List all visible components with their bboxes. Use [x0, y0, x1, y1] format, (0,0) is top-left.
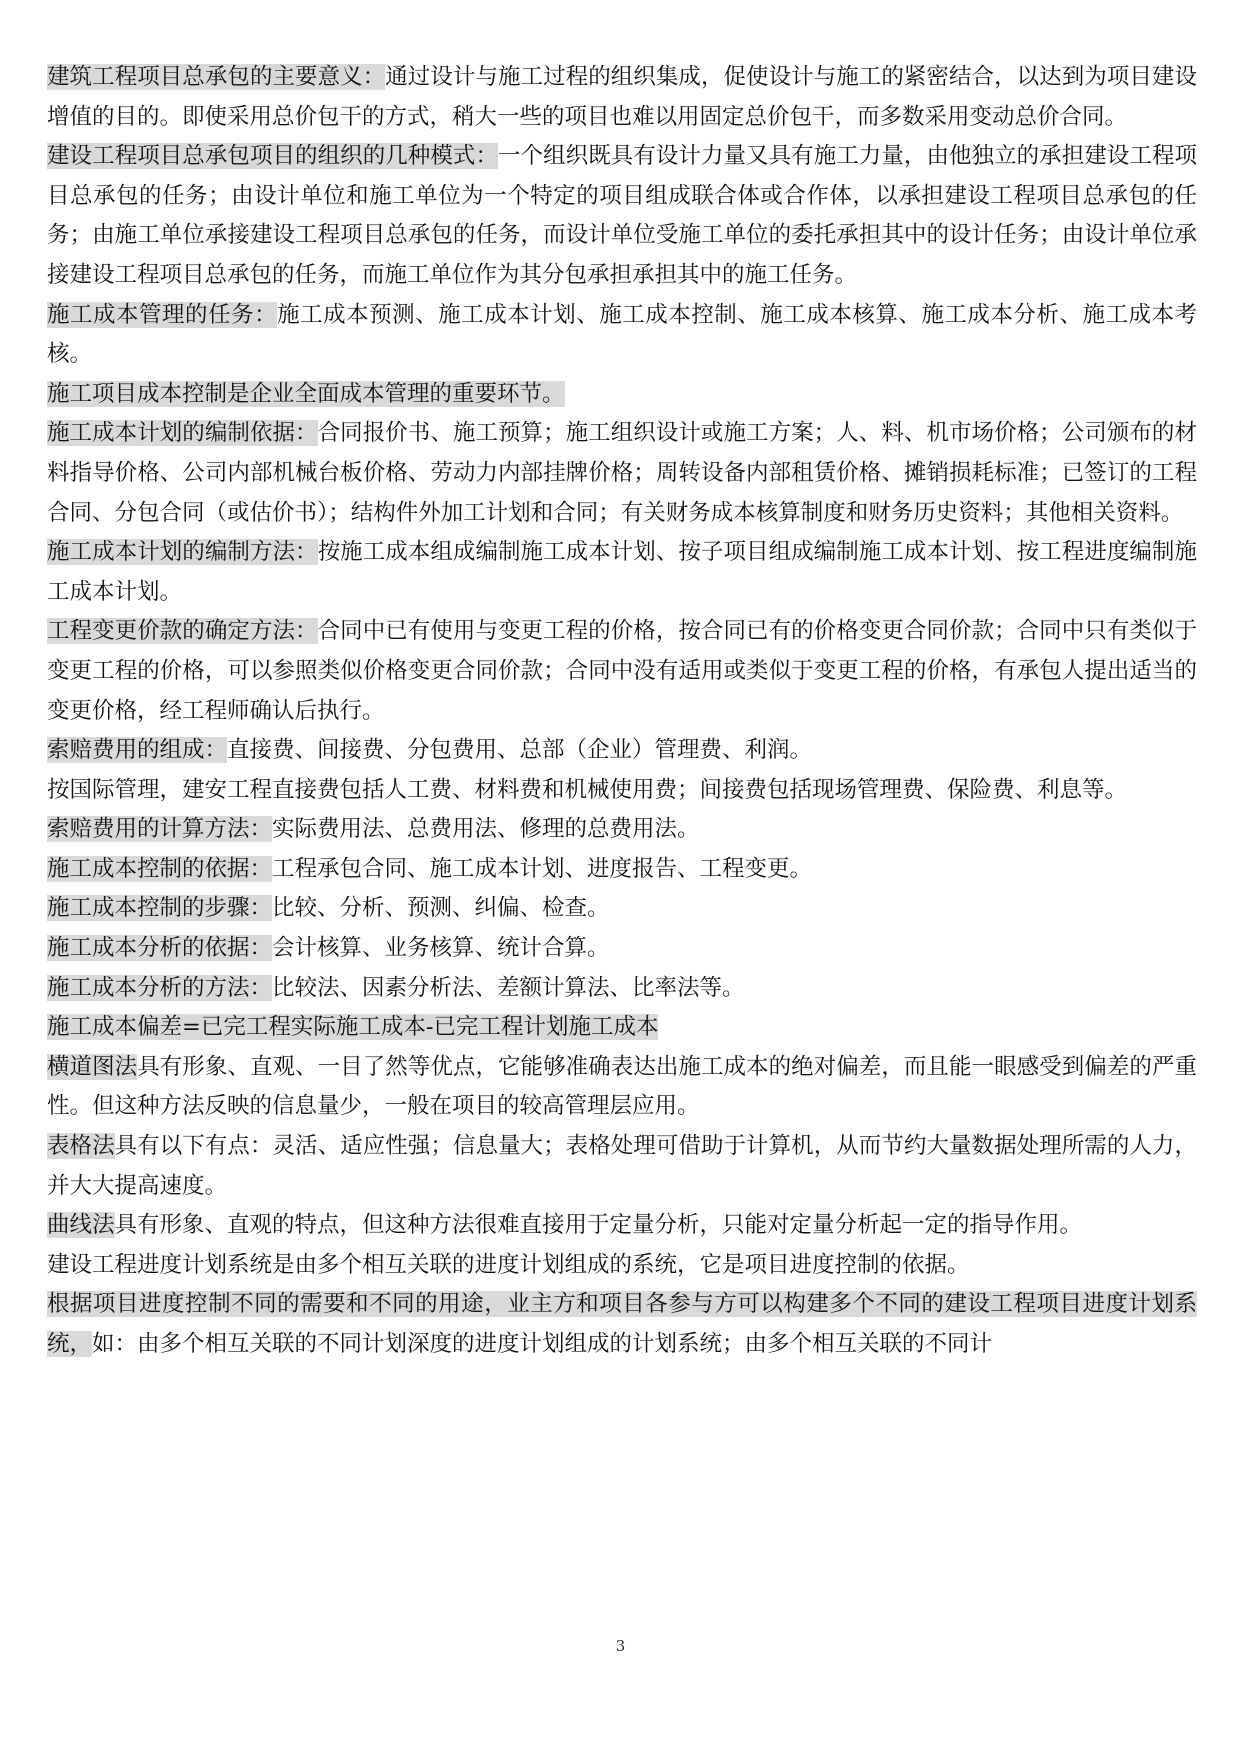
- paragraph: [47, 1048, 1197, 1127]
- page-number: 3: [615, 1637, 626, 1655]
- paragraph-text: 会计核算、业务核算、统计合算。: [272, 935, 610, 962]
- paragraph: [47, 889, 1197, 929]
- paragraph-heading: 索赔费用的组成：: [47, 737, 228, 764]
- paragraph: [47, 58, 1197, 137]
- paragraph-heading: 根据项目进度控制不同的需要和不同的用途，业主方和项目各参与方可以构建多个不同的建设工程项目进度计划系统，: [47, 1291, 1197, 1357]
- paragraph: [47, 1285, 1197, 1364]
- paragraph-heading: 施工成本分析的依据：: [47, 935, 273, 962]
- document-body: [47, 58, 1197, 1365]
- paragraph-text: 一个组织既具有设计力量又具有施工力量，由他独立的承担建设工程项目总承包的任务；由设计单位和施工单位为一个特定的项目组成联合体或合作体，以承担建设工程项目总承包的任务；由施工单位承接建设工程项目总承包的任务，而设计单位受施工单位的委托承担其中的设计任务；由设计单位承接建设工程项目总承包的任务，而施工单位作为其分包承担承担其中的施工任务。: [47, 143, 1197, 288]
- paragraph-heading: 施工成本偏差=已完工程实际施工成本-已完工程计划施工成本: [47, 1014, 659, 1041]
- paragraph: [47, 533, 1197, 612]
- paragraph: [47, 810, 1197, 850]
- paragraph-text: 按国际管理，建安工程直接费包括人工费、材料费和机械使用费；间接费包括现场管理费、保险费、利息等。: [47, 776, 1128, 803]
- paragraph-heading: 施工成本计划的编制方法：: [47, 539, 318, 566]
- paragraph-text: 直接费、间接费、分包费用、总部（企业）管理费、利润。: [227, 737, 813, 764]
- paragraph-heading: 施工成本计划的编制依据：: [47, 420, 318, 447]
- paragraph: [47, 771, 1197, 811]
- paragraph-text: 按施工成本组成编制施工成本计划、按子项目组成编制施工成本计划、按工程进度编制施工成本计划。: [47, 539, 1197, 605]
- paragraph-heading: 建设工程项目总承包项目的组织的几种模式：: [47, 143, 498, 170]
- paragraph: [47, 414, 1197, 533]
- paragraph: [47, 1127, 1197, 1206]
- paragraph-heading: 施工成本控制的步骤：: [47, 895, 273, 922]
- paragraph-text: 工程承包合同、施工成本计划、进度报告、工程变更。: [272, 855, 813, 882]
- paragraph-heading: 曲线法: [47, 1212, 115, 1239]
- paragraph-text: 合同报价书、施工预算；施工组织设计或施工方案；人、料、机市场价格；公司颁布的材料指导价格、公司内部机械台板价格、劳动力内部挂牌价格；周转设备内部租赁价格、摊销损耗标准；已签订的工程合同、分包合同（或估价书）；结构件外加工计划和合同；有关财务成本核算制度和财务历史资料；其他相关资料。: [47, 420, 1197, 526]
- paragraph: [47, 375, 1197, 415]
- paragraph: [47, 969, 1197, 1009]
- paragraph-text: 比较法、因素分析法、差额计算法、比率法等。: [272, 974, 745, 1001]
- paragraph-heading: 施工项目成本控制是企业全面成本管理的重要环节。: [47, 380, 565, 407]
- paragraph-text: 具有以下有点：灵活、适应性强；信息量大；表格处理可借助于计算机，从而节约大量数据处理所需的人力，并大大提高速度。: [47, 1133, 1197, 1199]
- paragraph: [47, 1246, 1197, 1286]
- paragraph-heading: 工程变更价款的确定方法：: [47, 618, 318, 645]
- paragraph-heading: 施工成本分析的方法：: [47, 974, 273, 1001]
- paragraph-text: 通过设计与施工过程的组织集成，促使设计与施工的紧密结合，以达到为项目建设增值的目的。即使采用总价包干的方式，稍大一些的项目也难以用固定总价包干，而多数采用变动总价合同。: [47, 64, 1197, 130]
- paragraph-heading: 横道图法: [47, 1053, 138, 1080]
- paragraph: [47, 731, 1197, 771]
- paragraph: [47, 929, 1197, 969]
- paragraph-text: 建设工程进度计划系统是由多个相互关联的进度计划组成的系统，它是项目进度控制的依据。: [47, 1251, 970, 1278]
- paragraph-text: 比较、分析、预测、纠偏、检查。: [272, 895, 610, 922]
- paragraph-text: 实际费用法、总费用法、修理的总费用法。: [272, 816, 700, 843]
- paragraph-text: 具有形象、直观的特点，但这种方法很难直接用于定量分析，只能对定量分析起一定的指导作用。: [114, 1212, 1083, 1239]
- paragraph-heading: 建筑工程项目总承包的主要意义：: [47, 64, 386, 90]
- paragraph-heading: 施工成本管理的任务：: [47, 301, 278, 328]
- paragraph-heading: 施工成本控制的依据：: [47, 855, 273, 882]
- paragraph-text: 具有形象、直观、一目了然等优点，它能够准确表达出施工成本的绝对偏差，而且能一眼感受到偏差的严重性。但这种方法反映的信息量少，一般在项目的较高管理层应用。: [47, 1053, 1197, 1120]
- paragraph-text: 合同中已有使用与变更工程的价格，按合同已有的价格变更合同价款；合同中只有类似于变更工程的价格，可以参照类似价格变更合同价款；合同中没有适用或类似于变更工程的价格，有承包人提出适当的变更价格，经工程师确认后执行。: [47, 618, 1197, 724]
- paragraph: [47, 137, 1197, 295]
- paragraph: [47, 612, 1197, 731]
- paragraph-text: 如：由多个相互关联的不同计划深度的进度计划组成的计划系统；由多个相互关联的不同计: [92, 1331, 993, 1357]
- paragraph-heading: 表格法: [47, 1133, 115, 1160]
- paragraph: [47, 1008, 1197, 1048]
- paragraph-text: 施工成本预测、施工成本计划、施工成本控制、施工成本核算、施工成本分析、施工成本考核。: [47, 301, 1197, 368]
- paragraph: [47, 296, 1197, 375]
- paragraph: [47, 850, 1197, 890]
- paragraph-heading: 索赔费用的计算方法：: [47, 816, 273, 843]
- paragraph: [47, 1206, 1197, 1246]
